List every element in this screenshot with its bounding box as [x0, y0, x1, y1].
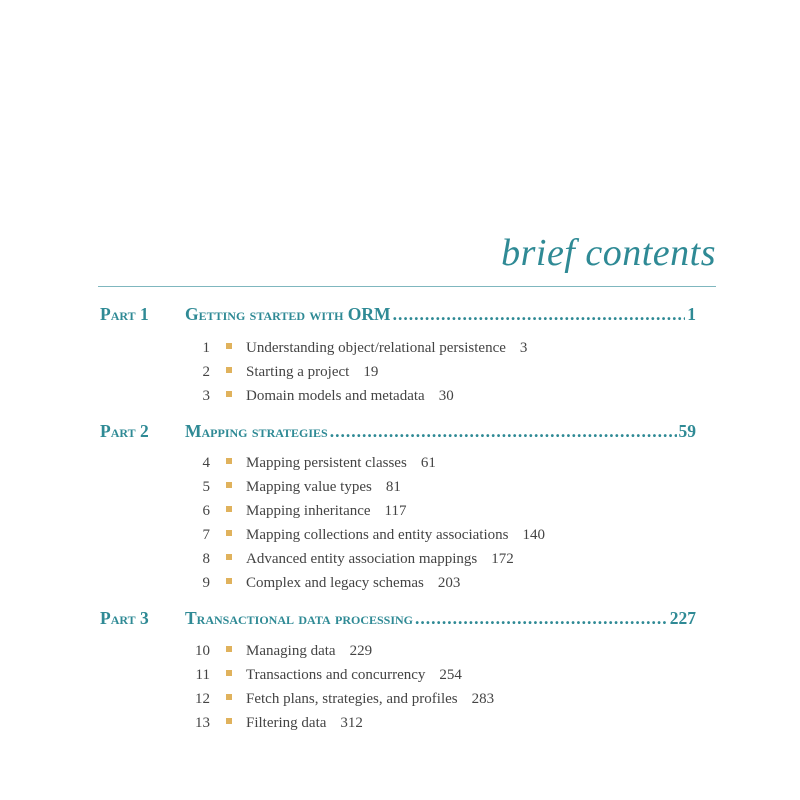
- chapter-entry[interactable]: [186, 668, 462, 683]
- chapter-page-number: 81: [385, 479, 401, 495]
- chapter-page-number: 117: [384, 503, 407, 519]
- chapter-number: 8: [202, 551, 210, 567]
- part-title: Getting started with ORM: [185, 304, 391, 324]
- part-heading[interactable]: [100, 610, 696, 628]
- chapter-entry[interactable]: [186, 576, 460, 591]
- part-title: Mapping strategies: [185, 421, 328, 441]
- bullet-square-icon: [226, 694, 232, 700]
- chapter-page-number: 30: [438, 388, 454, 404]
- chapter-entry[interactable]: [186, 692, 494, 707]
- chapter-entry[interactable]: [186, 552, 514, 567]
- chapter-number: 2: [202, 364, 210, 380]
- chapter-page-number: 172: [491, 551, 514, 567]
- chapter-title: Mapping value types: [246, 479, 372, 495]
- chapter-entry[interactable]: [186, 456, 436, 471]
- chapter-number: 11: [195, 667, 210, 683]
- bullet-square-icon: [226, 646, 232, 652]
- bullet-square-icon: [226, 670, 232, 676]
- part-heading[interactable]: [100, 423, 696, 441]
- part-title: Transactional data processing: [185, 608, 414, 628]
- part-page-number: 59: [678, 421, 696, 441]
- chapter-page-number: 61: [420, 455, 436, 471]
- chapter-title: Advanced entity association mappings: [246, 551, 478, 567]
- part-label: Part 1: [100, 304, 149, 324]
- chapter-number: 6: [202, 503, 210, 519]
- bullet-square-icon: [226, 718, 232, 724]
- chapter-page-number: 283: [471, 691, 495, 707]
- chapter-number: 7: [202, 527, 210, 543]
- chapter-title: Complex and legacy schemas: [246, 575, 424, 591]
- page-title: brief contents: [501, 232, 716, 274]
- chapter-page-number: 19: [363, 364, 379, 380]
- dot-leader: [393, 306, 686, 324]
- bullet-square-icon: [226, 482, 232, 488]
- chapter-title: Domain models and metadata: [246, 388, 425, 404]
- bullet-square-icon: [226, 578, 232, 584]
- chapter-title: Mapping inheritance: [246, 503, 371, 519]
- bullet-square-icon: [226, 343, 232, 349]
- chapter-page-number: 254: [439, 667, 462, 683]
- part-heading[interactable]: [100, 306, 696, 324]
- chapter-number: 5: [202, 479, 210, 495]
- chapter-page-number: 229: [349, 643, 373, 659]
- chapter-entry[interactable]: [186, 528, 545, 543]
- chapter-entry[interactable]: [186, 341, 527, 356]
- part-page-number: 1: [687, 304, 696, 324]
- chapter-title: Managing data: [246, 643, 336, 659]
- part-page-number: 227: [669, 608, 696, 628]
- chapter-number: 4: [202, 455, 210, 471]
- chapter-title: Understanding object/relational persistence: [246, 340, 506, 356]
- chapter-number: 10: [195, 643, 210, 659]
- bullet-square-icon: [226, 458, 232, 464]
- chapter-title: Transactions and concurrency: [246, 667, 426, 683]
- chapter-number: 13: [195, 715, 210, 731]
- chapter-page-number: 140: [522, 527, 545, 543]
- bullet-square-icon: [226, 554, 232, 560]
- chapter-entry[interactable]: [186, 644, 372, 659]
- bullet-square-icon: [226, 530, 232, 536]
- chapter-entry[interactable]: [186, 716, 363, 731]
- chapter-page-number: 3: [519, 340, 528, 356]
- chapter-page-number: 203: [437, 575, 461, 591]
- chapter-page-number: 312: [340, 715, 363, 731]
- dot-leader: [330, 423, 677, 441]
- chapter-entry[interactable]: [186, 480, 401, 495]
- chapter-entry[interactable]: [186, 389, 454, 404]
- dot-leader: [415, 610, 668, 628]
- chapter-number: 9: [202, 575, 210, 591]
- title-divider: [98, 286, 716, 287]
- part-label: Part 2: [100, 421, 149, 441]
- part-label: Part 3: [100, 608, 149, 628]
- bullet-square-icon: [226, 391, 232, 397]
- chapter-number: 12: [195, 691, 210, 707]
- bullet-square-icon: [226, 506, 232, 512]
- chapter-entry[interactable]: [186, 504, 407, 519]
- chapter-title: Mapping persistent classes: [246, 455, 407, 471]
- chapter-title: Mapping collections and entity associations: [246, 527, 509, 543]
- chapter-title: Starting a project: [246, 364, 350, 380]
- chapter-entry[interactable]: [186, 365, 378, 380]
- chapter-number: 3: [202, 388, 210, 404]
- chapter-number: 1: [202, 340, 210, 356]
- chapter-title: Filtering data: [246, 715, 327, 731]
- bullet-square-icon: [226, 367, 232, 373]
- chapter-title: Fetch plans, strategies, and profiles: [246, 691, 458, 707]
